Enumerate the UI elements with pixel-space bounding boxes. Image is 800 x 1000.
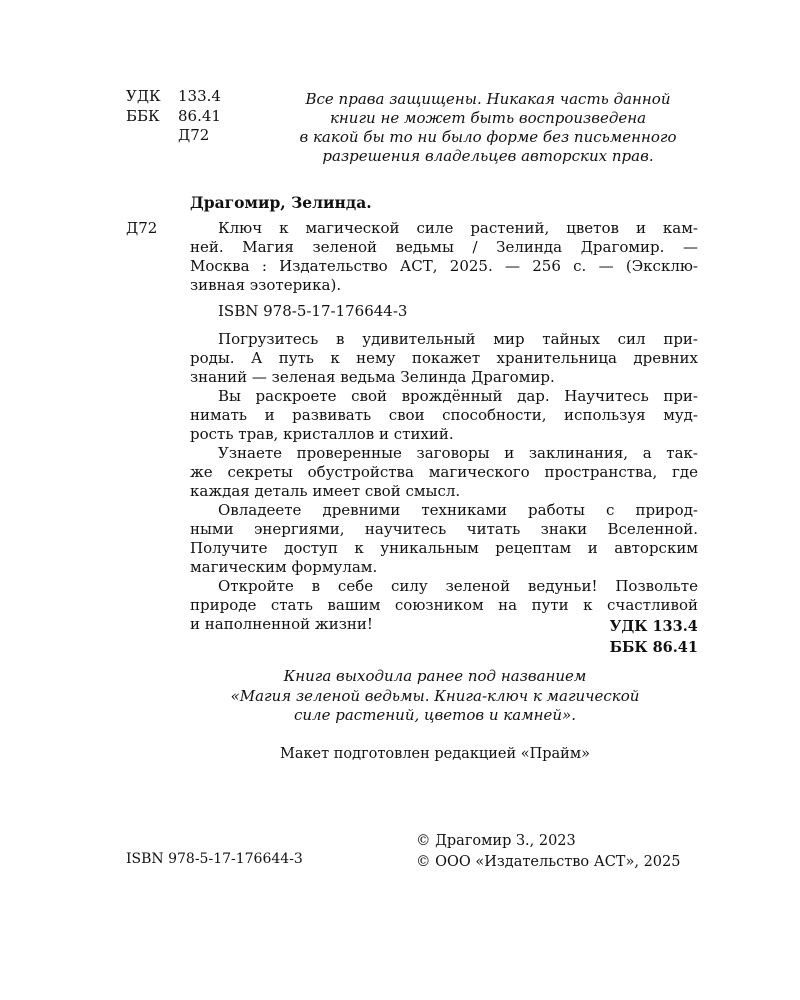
author-heading: Драгомир, Зелинда. bbox=[190, 193, 372, 212]
note-line: «Магия зеленой ведьмы. Книга-ключ к магической bbox=[230, 686, 640, 705]
rights-notice bbox=[268, 90, 708, 166]
copyright-author: © Драгомир З., 2023 bbox=[416, 833, 576, 849]
note-line: Книга выходила ранее под названием bbox=[283, 667, 587, 685]
copyright-notices bbox=[416, 831, 680, 873]
rights-line: книги не может быть воспроизведена bbox=[329, 109, 647, 127]
side-author-code: Д72 bbox=[126, 219, 158, 237]
annotation-line: природе стать вашим союзником на пути к счастливой bbox=[190, 596, 698, 614]
udk-code: УДК 133.4 bbox=[609, 618, 698, 635]
author-mark: Д72 bbox=[178, 126, 210, 144]
previous-title-note bbox=[200, 667, 670, 726]
bbk-value: 86.41 bbox=[178, 107, 221, 125]
bbk-label: ББК bbox=[126, 107, 160, 125]
udk-row bbox=[0, 86, 260, 107]
annotation-line: ными энергиями, научитесь читать знаки Вселенной. bbox=[190, 520, 698, 538]
rights-line: разрешения владельцев авторских прав. bbox=[322, 147, 654, 165]
description-line: Москва : Издательство АСТ, 2025. — 256 с. — (Эксклю- bbox=[190, 257, 698, 275]
annotation-line: нимать и развивать свои способности, используя муд- bbox=[190, 406, 698, 424]
udk-value: 133.4 bbox=[178, 87, 221, 105]
bibliographic-description bbox=[190, 219, 698, 295]
annotation-line: каждая деталь имеет свой смысл. bbox=[190, 482, 461, 500]
annotation-line: же секреты обустройства магического пространства, где bbox=[190, 463, 698, 481]
bbk-row bbox=[0, 106, 260, 127]
layout-credit: Макет подготовлен редакцией «Прайм» bbox=[280, 746, 590, 762]
note-line: силе растений, цветов и камней». bbox=[294, 706, 576, 724]
description-line: зивная эзотерика). bbox=[190, 276, 342, 294]
bbk-code: ББК 86.41 bbox=[609, 639, 698, 656]
isbn-line: ISBN 978-5-17-176644-3 bbox=[218, 302, 408, 320]
description-line: Ключ к магической силе растений, цветов и кам- bbox=[218, 219, 698, 237]
annotation-line: Погрузитесь в удивительный мир тайных сил при- bbox=[218, 330, 698, 348]
annotation-line: рость трав, кристаллов и стихий. bbox=[190, 425, 454, 443]
annotation-line: Откройте в себе силу зеленой ведуньи! Позвольте bbox=[218, 577, 698, 595]
description-line: ней. Магия зеленой ведьмы / Зелинда Драгомир. — bbox=[190, 238, 698, 256]
classification-codes-bottom bbox=[610, 616, 698, 658]
rights-line: Все права защищены. Никакая часть данной bbox=[305, 90, 671, 108]
annotation-line: знаний — зеленая ведьма Зелинда Драгомир. bbox=[190, 368, 555, 386]
author-mark-row bbox=[0, 125, 260, 146]
copyright-publisher: © ООО «Издательство АСТ», 2025 bbox=[416, 854, 681, 870]
annotation-line: Узнаете проверенные заговоры и заклинания, а так- bbox=[218, 444, 698, 462]
rights-line: в какой бы то ни было форме без письменного bbox=[299, 128, 677, 146]
annotation-line: и наполненной жизни! bbox=[190, 615, 373, 633]
annotation-line: Вы раскроете свой врождённый дар. Научитесь при- bbox=[218, 387, 698, 405]
annotation-line: роды. А путь к нему покажет хранительница древних bbox=[190, 349, 698, 367]
annotation bbox=[190, 330, 698, 634]
footer-isbn: ISBN 978-5-17-176644-3 bbox=[126, 851, 303, 867]
annotation-line: магическим формулам. bbox=[190, 558, 378, 576]
annotation-line: Овладеете древними техниками работы с природ- bbox=[218, 501, 698, 519]
annotation-line: Получите доступ к уникальным рецептам и авторским bbox=[190, 539, 698, 557]
udk-label: УДК bbox=[126, 87, 161, 105]
